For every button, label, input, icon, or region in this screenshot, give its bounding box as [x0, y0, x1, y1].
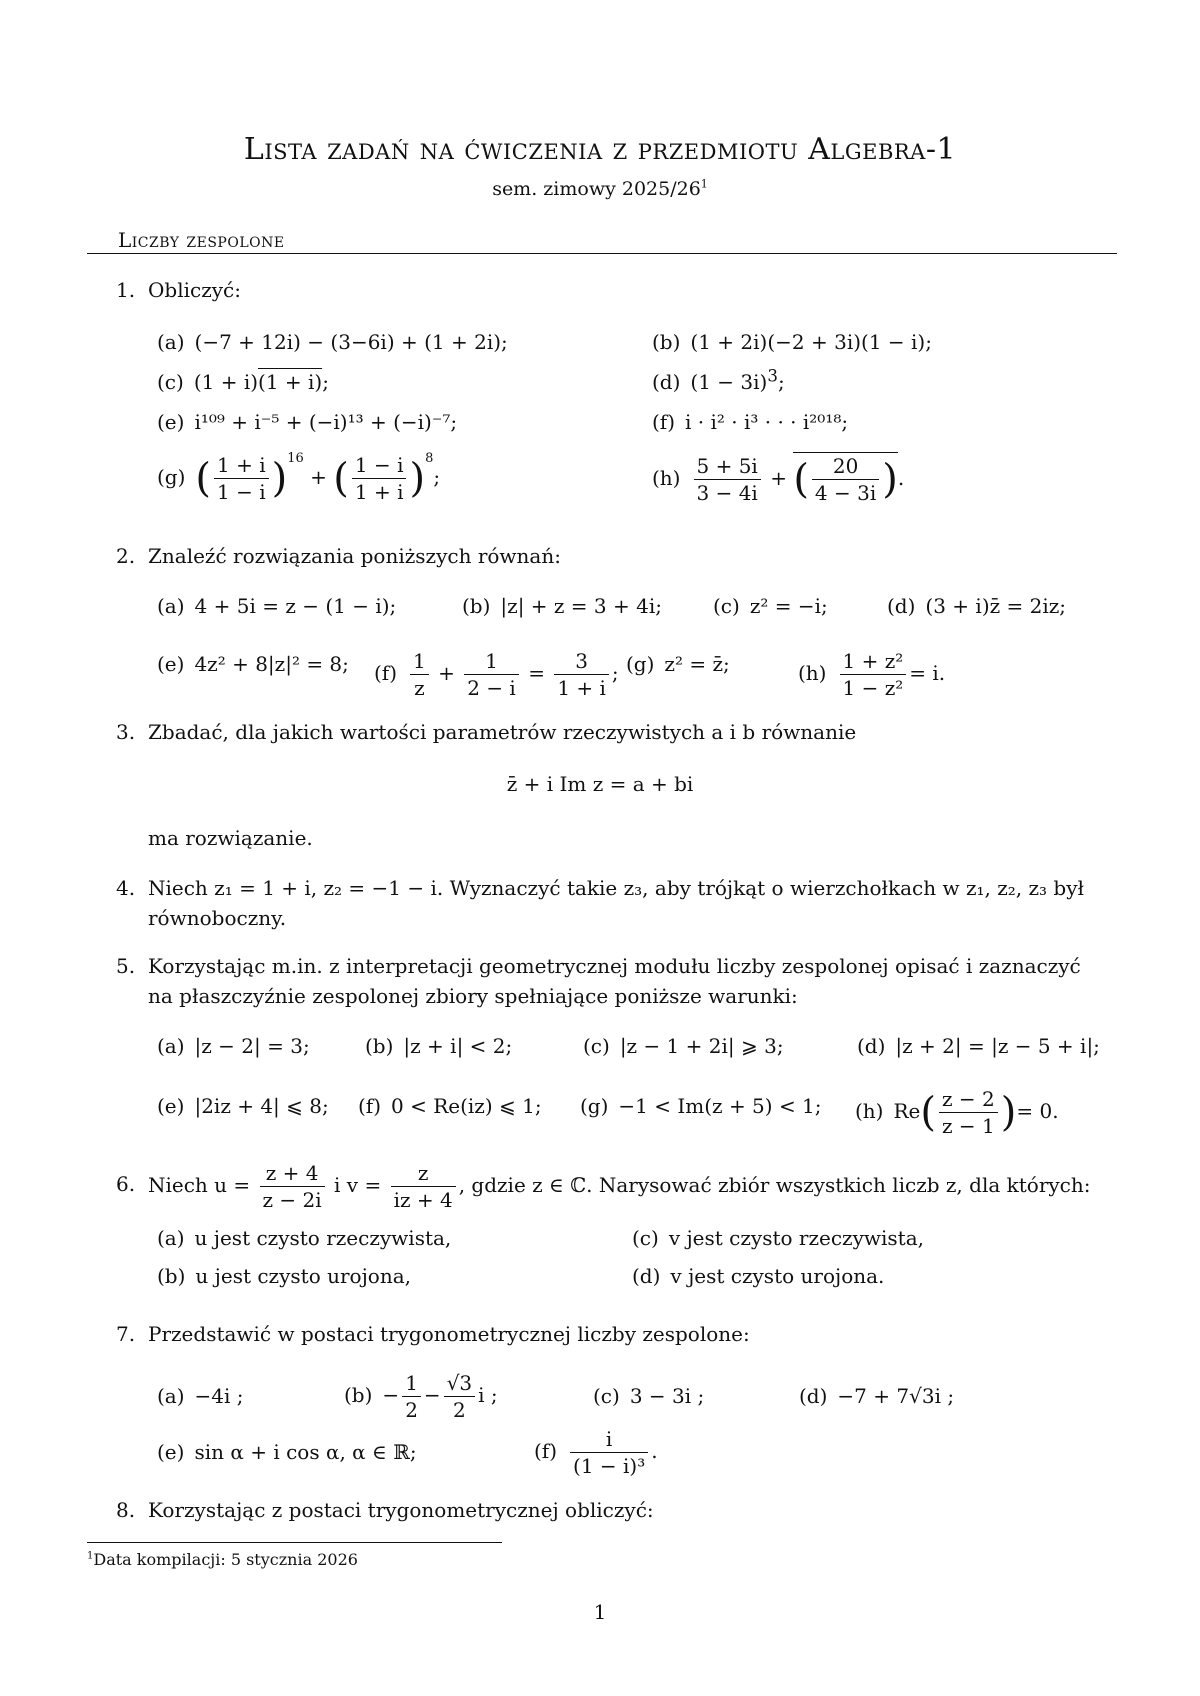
- expr-2e: 4z² + 8|z|² = 8;: [194, 652, 349, 676]
- problem-5b: [365, 1034, 512, 1058]
- num-6-v: z: [417, 1161, 429, 1185]
- problem-6-number: 6.: [116, 1172, 136, 1196]
- expr-1c-post: ;: [322, 370, 329, 394]
- num-2f-1: 1: [413, 649, 426, 673]
- expr-1d-post: ;: [777, 370, 785, 394]
- label-1f: (f): [652, 410, 676, 434]
- expr-7e: sin α + i cos α, α ∈ ℝ;: [194, 1440, 417, 1464]
- mid-6: i v =: [334, 1173, 382, 1197]
- eq-2f: =: [528, 661, 545, 685]
- den-6-v: iz + 4: [391, 1186, 456, 1213]
- label-2b: (b): [462, 594, 491, 618]
- problem-5-number: 5.: [116, 954, 136, 978]
- problem-5-line2: na płaszczyźnie zespolonej zbiory spełniające poniższe warunki:: [148, 984, 798, 1008]
- problem-2a: [157, 594, 396, 618]
- expr-5g: −1 < Im(z + 5) < 1;: [618, 1094, 822, 1118]
- num-2f-3: 3: [575, 649, 588, 673]
- expr-6d: v jest czysto urojona.: [670, 1264, 885, 1288]
- minus2-7b: −: [423, 1383, 441, 1407]
- problem-4-number: 4.: [116, 876, 136, 900]
- post-7f: .: [651, 1439, 658, 1463]
- label-7b: (b): [344, 1383, 373, 1407]
- problem-1-number: 1.: [116, 278, 136, 302]
- paren-open: (: [195, 455, 212, 502]
- problem-5f: [358, 1094, 542, 1118]
- den-1g-1: 1 − i: [214, 478, 269, 505]
- expr-2a: 4 + 5i = z − (1 − i);: [194, 594, 397, 618]
- fraction-7b-1: [402, 1370, 421, 1423]
- problem-1h: [652, 452, 904, 506]
- problem-7e: [157, 1440, 417, 1464]
- problem-8-text: Korzystając z postaci trygonometrycznej obliczyć:: [148, 1498, 654, 1522]
- expr-2b: |z| + z = 3 + 4i;: [500, 594, 662, 618]
- label-2g: (g): [626, 652, 655, 676]
- expr-1a: (−7 + 12i) − (3−6i) + (1 + 2i);: [194, 330, 508, 354]
- expr-5d: |z + 2| = |z − 5 + i|;: [895, 1034, 1100, 1058]
- post-5h: = 0.: [1016, 1099, 1059, 1123]
- problem-2c: [713, 594, 828, 618]
- num-6-u: z + 4: [265, 1161, 319, 1185]
- minus-7b: −: [382, 1383, 400, 1407]
- den-2f-3: 1 + i: [554, 674, 609, 701]
- problem-5e: [157, 1094, 329, 1118]
- label-5d: (d): [857, 1034, 886, 1058]
- fraction-2f-3: [554, 648, 609, 701]
- label-6b: (b): [157, 1264, 186, 1288]
- post-2h: = i.: [909, 661, 946, 685]
- footnote-ref: 1: [700, 177, 708, 191]
- label-7f: (f): [534, 1439, 558, 1463]
- label-7a: (a): [157, 1384, 185, 1408]
- problem-1f: [652, 410, 848, 434]
- problem-7a: [157, 1384, 244, 1408]
- expr-1b: (1 + 2i)(−2 + 3i)(1 − i);: [690, 330, 932, 354]
- problem-6a: [157, 1226, 451, 1250]
- fraction-1g-1: [214, 452, 269, 505]
- label-6a: (a): [157, 1226, 185, 1250]
- problem-2h: [798, 648, 945, 701]
- expr-1c-pre: (1 + i): [193, 370, 259, 394]
- problem-7-number: 7.: [116, 1322, 136, 1346]
- problem-7-text: Przedstawić w postaci trygonometrycznej liczby zespolone:: [148, 1322, 750, 1346]
- problem-3-after: ma rozwiązanie.: [148, 826, 313, 850]
- den-5h: z − 1: [939, 1112, 998, 1139]
- den-7b-1: 2: [402, 1396, 421, 1423]
- label-6d: (d): [632, 1264, 661, 1288]
- fraction-2h: [840, 648, 907, 701]
- plus-1g: +: [310, 465, 327, 489]
- problem-2f: [374, 648, 619, 701]
- plus-1h: +: [770, 466, 787, 490]
- problem-7d: [799, 1384, 954, 1408]
- problem-1-text: Obliczyć:: [148, 278, 241, 302]
- label-2e: (e): [157, 652, 185, 676]
- label-1b: (b): [652, 330, 681, 354]
- expr-2g: z² = z̄;: [664, 652, 730, 676]
- problem-5-line1: Korzystając m.in. z interpretacji geometrycznej modułu liczby zespolonej opisać i zaznaczyć: [148, 954, 1081, 978]
- post-7b: i ;: [478, 1383, 498, 1407]
- problem-2-text: Znaleźć rozwiązania poniższych równań:: [148, 544, 561, 568]
- label-1c: (c): [157, 370, 184, 394]
- problem-7b: [344, 1370, 498, 1423]
- num-1h-1: 5 + 5i: [696, 454, 758, 478]
- den-1h-1: 3 − 4i: [694, 479, 761, 506]
- fraction-7b-2: [444, 1370, 475, 1423]
- paren-open: (: [333, 455, 349, 502]
- den-2f-2: 2 − i: [464, 674, 519, 701]
- problem-1c: [157, 370, 329, 394]
- label-5g: (g): [580, 1094, 609, 1118]
- section-divider: [87, 253, 1117, 254]
- subtitle-text: sem. zimowy 2025/26: [492, 178, 701, 200]
- fraction-5h: [939, 1086, 998, 1139]
- label-1g: (g): [157, 465, 186, 489]
- expr-7c: 3 − 3i ;: [629, 1384, 705, 1408]
- fraction-1h-1: [694, 453, 761, 506]
- label-7c: (c): [593, 1384, 620, 1408]
- label-5h: (h): [855, 1099, 884, 1123]
- plus-2f: +: [438, 661, 455, 685]
- fraction-7f: [570, 1426, 648, 1479]
- post-1h: .: [897, 466, 905, 490]
- problem-5d: [857, 1034, 1100, 1058]
- exp-1g-1: 16: [287, 451, 304, 466]
- problem-5h: [855, 1086, 1059, 1139]
- num-2h: 1 + z²: [842, 649, 904, 673]
- num-7b-1: 1: [405, 1371, 418, 1395]
- fraction-6-u: [260, 1160, 325, 1213]
- expr-5a: |z − 2| = 3;: [194, 1034, 310, 1058]
- footnote-text: Data kompilacji: 5 stycznia 2026: [93, 1550, 358, 1569]
- problem-4-line2: równoboczny.: [148, 906, 287, 930]
- label-1d: (d): [652, 370, 681, 394]
- label-6c: (c): [632, 1226, 659, 1250]
- fraction-2f-1: [410, 648, 429, 701]
- expr-1e: i¹⁰⁹ + i⁻⁵ + (−i)¹³ + (−i)⁻⁷;: [194, 410, 458, 434]
- label-1e: (e): [157, 410, 185, 434]
- label-5b: (b): [365, 1034, 394, 1058]
- label-1h: (h): [652, 466, 681, 490]
- num-1h-2: 20: [832, 454, 859, 478]
- page-subtitle: [0, 178, 1200, 200]
- problem-1d: [652, 366, 785, 394]
- problem-1e: [157, 410, 457, 434]
- expr-5c: |z − 1 + 2i| ⩾ 3;: [619, 1034, 784, 1058]
- problem-3-number: 3.: [116, 720, 136, 744]
- problem-7f: [534, 1426, 658, 1479]
- num-5h: z − 2: [942, 1087, 995, 1111]
- expr-5b: |z + i| < 2;: [403, 1034, 513, 1058]
- num-1g-1: 1 + i: [217, 453, 266, 477]
- problem-1b: [652, 330, 932, 354]
- paren-close: ): [882, 456, 898, 503]
- re-5h: Re: [893, 1099, 921, 1123]
- problem-6c: [632, 1226, 924, 1250]
- problem-5a: [157, 1034, 310, 1058]
- page-title: Lista zadań na ćwiczenia z przedmiotu Algebra-1: [243, 132, 957, 167]
- expr-1c-conjugate: (1 + i): [258, 370, 323, 394]
- post-6: , gdzie z ∈ ℂ. Narysować zbiór wszystkich liczb z, dla których:: [458, 1173, 1091, 1197]
- problem-2d: [887, 594, 1066, 618]
- label-1a: (a): [157, 330, 185, 354]
- problem-5c: [583, 1034, 784, 1058]
- page-number: 1: [593, 1600, 607, 1624]
- den-2f-1: z: [410, 674, 429, 701]
- expr-7a: −4i ;: [194, 1384, 244, 1408]
- problem-3-text: Zbadać, dla jakich wartości parametrów rzeczywistych a i b równanie: [148, 720, 857, 744]
- pre-6: Niech u =: [148, 1173, 251, 1197]
- label-2d: (d): [887, 594, 916, 618]
- den-6-u: z − 2i: [260, 1186, 325, 1213]
- problem-1a: [157, 330, 508, 354]
- fraction-1g-2: [352, 452, 407, 505]
- problem-6b: [157, 1264, 411, 1288]
- footnote: [87, 1550, 358, 1569]
- num-7b-2: √3: [446, 1371, 473, 1395]
- den-1g-2: 1 + i: [352, 478, 407, 505]
- expr-6c: v jest czysto rzeczywista,: [668, 1226, 924, 1250]
- label-2f: (f): [374, 661, 398, 685]
- expr-1d-base: (1 − 3i): [690, 370, 768, 394]
- label-2c: (c): [713, 594, 740, 618]
- label-5e: (e): [157, 1094, 185, 1118]
- label-2h: (h): [798, 661, 827, 685]
- post-2f: ;: [611, 661, 619, 685]
- problem-3-formula: z̄ + i Im z = a + bi: [506, 772, 694, 796]
- paren-close: ): [409, 455, 426, 502]
- problem-8-number: 8.: [116, 1498, 136, 1522]
- expr-5f: 0 < Re(iz) ⩽ 1;: [391, 1094, 542, 1118]
- expr-2d: (3 + i)z̄ = 2iz;: [925, 594, 1067, 618]
- problem-6d: [632, 1264, 884, 1288]
- expr-6b: u jest czysto urojona,: [195, 1264, 411, 1288]
- problem-2g: [626, 652, 730, 676]
- paren-open: (: [793, 456, 809, 503]
- den-7f: (1 − i)³: [570, 1452, 648, 1479]
- label-5c: (c): [583, 1034, 610, 1058]
- problem-2-number: 2.: [116, 544, 136, 568]
- problem-1g: [157, 452, 440, 505]
- fraction-6-v: [391, 1160, 456, 1213]
- expr-7d: −7 + 7√3i ;: [837, 1384, 955, 1408]
- label-7d: (d): [799, 1384, 828, 1408]
- label-2a: (a): [157, 594, 185, 618]
- expr-5e: |2iz + 4| ⩽ 8;: [194, 1094, 329, 1118]
- paren-open: (: [920, 1089, 937, 1136]
- problem-5g: [580, 1094, 822, 1118]
- expr-6a: u jest czysto rzeczywista,: [194, 1226, 452, 1250]
- paren-close: ): [1000, 1089, 1017, 1136]
- num-7f: i: [605, 1427, 613, 1451]
- label-5a: (a): [157, 1034, 185, 1058]
- conjugate-bar-1h: [793, 452, 898, 506]
- problem-6-statement: [148, 1160, 1091, 1213]
- num-1g-2: 1 − i: [354, 453, 404, 477]
- section-title: Liczby zespolone: [118, 228, 285, 252]
- problem-2b: [462, 594, 662, 618]
- den-1h-2: 4 − 3i: [812, 479, 879, 506]
- problem-2e: [157, 652, 349, 676]
- expr-2c: z² = −i;: [749, 594, 828, 618]
- label-7e: (e): [157, 1440, 185, 1464]
- expr-1f: i · i² · i³ · · · i²⁰¹⁸;: [685, 410, 849, 434]
- exp-1g-2: 8: [425, 451, 434, 466]
- den-2h: 1 − z²: [840, 674, 907, 701]
- paren-close: ): [271, 455, 288, 502]
- num-2f-2: 1: [485, 649, 498, 673]
- den-7b-2: 2: [444, 1396, 475, 1423]
- footnote-divider: [87, 1542, 502, 1543]
- fraction-2f-2: [464, 648, 519, 701]
- label-5f: (f): [358, 1094, 382, 1118]
- problem-7c: [593, 1384, 704, 1408]
- post-1g: ;: [433, 465, 441, 489]
- footnote-mark: 1: [87, 1550, 94, 1562]
- expr-1d-exp: 3: [767, 366, 778, 386]
- problem-4-line1: Niech z₁ = 1 + i, z₂ = −1 − i. Wyznaczyć takie z₃, aby trójkąt o wierzchołkach w z₁, z₂, z₃ był: [148, 876, 1085, 900]
- fraction-1h-2: [812, 453, 879, 506]
